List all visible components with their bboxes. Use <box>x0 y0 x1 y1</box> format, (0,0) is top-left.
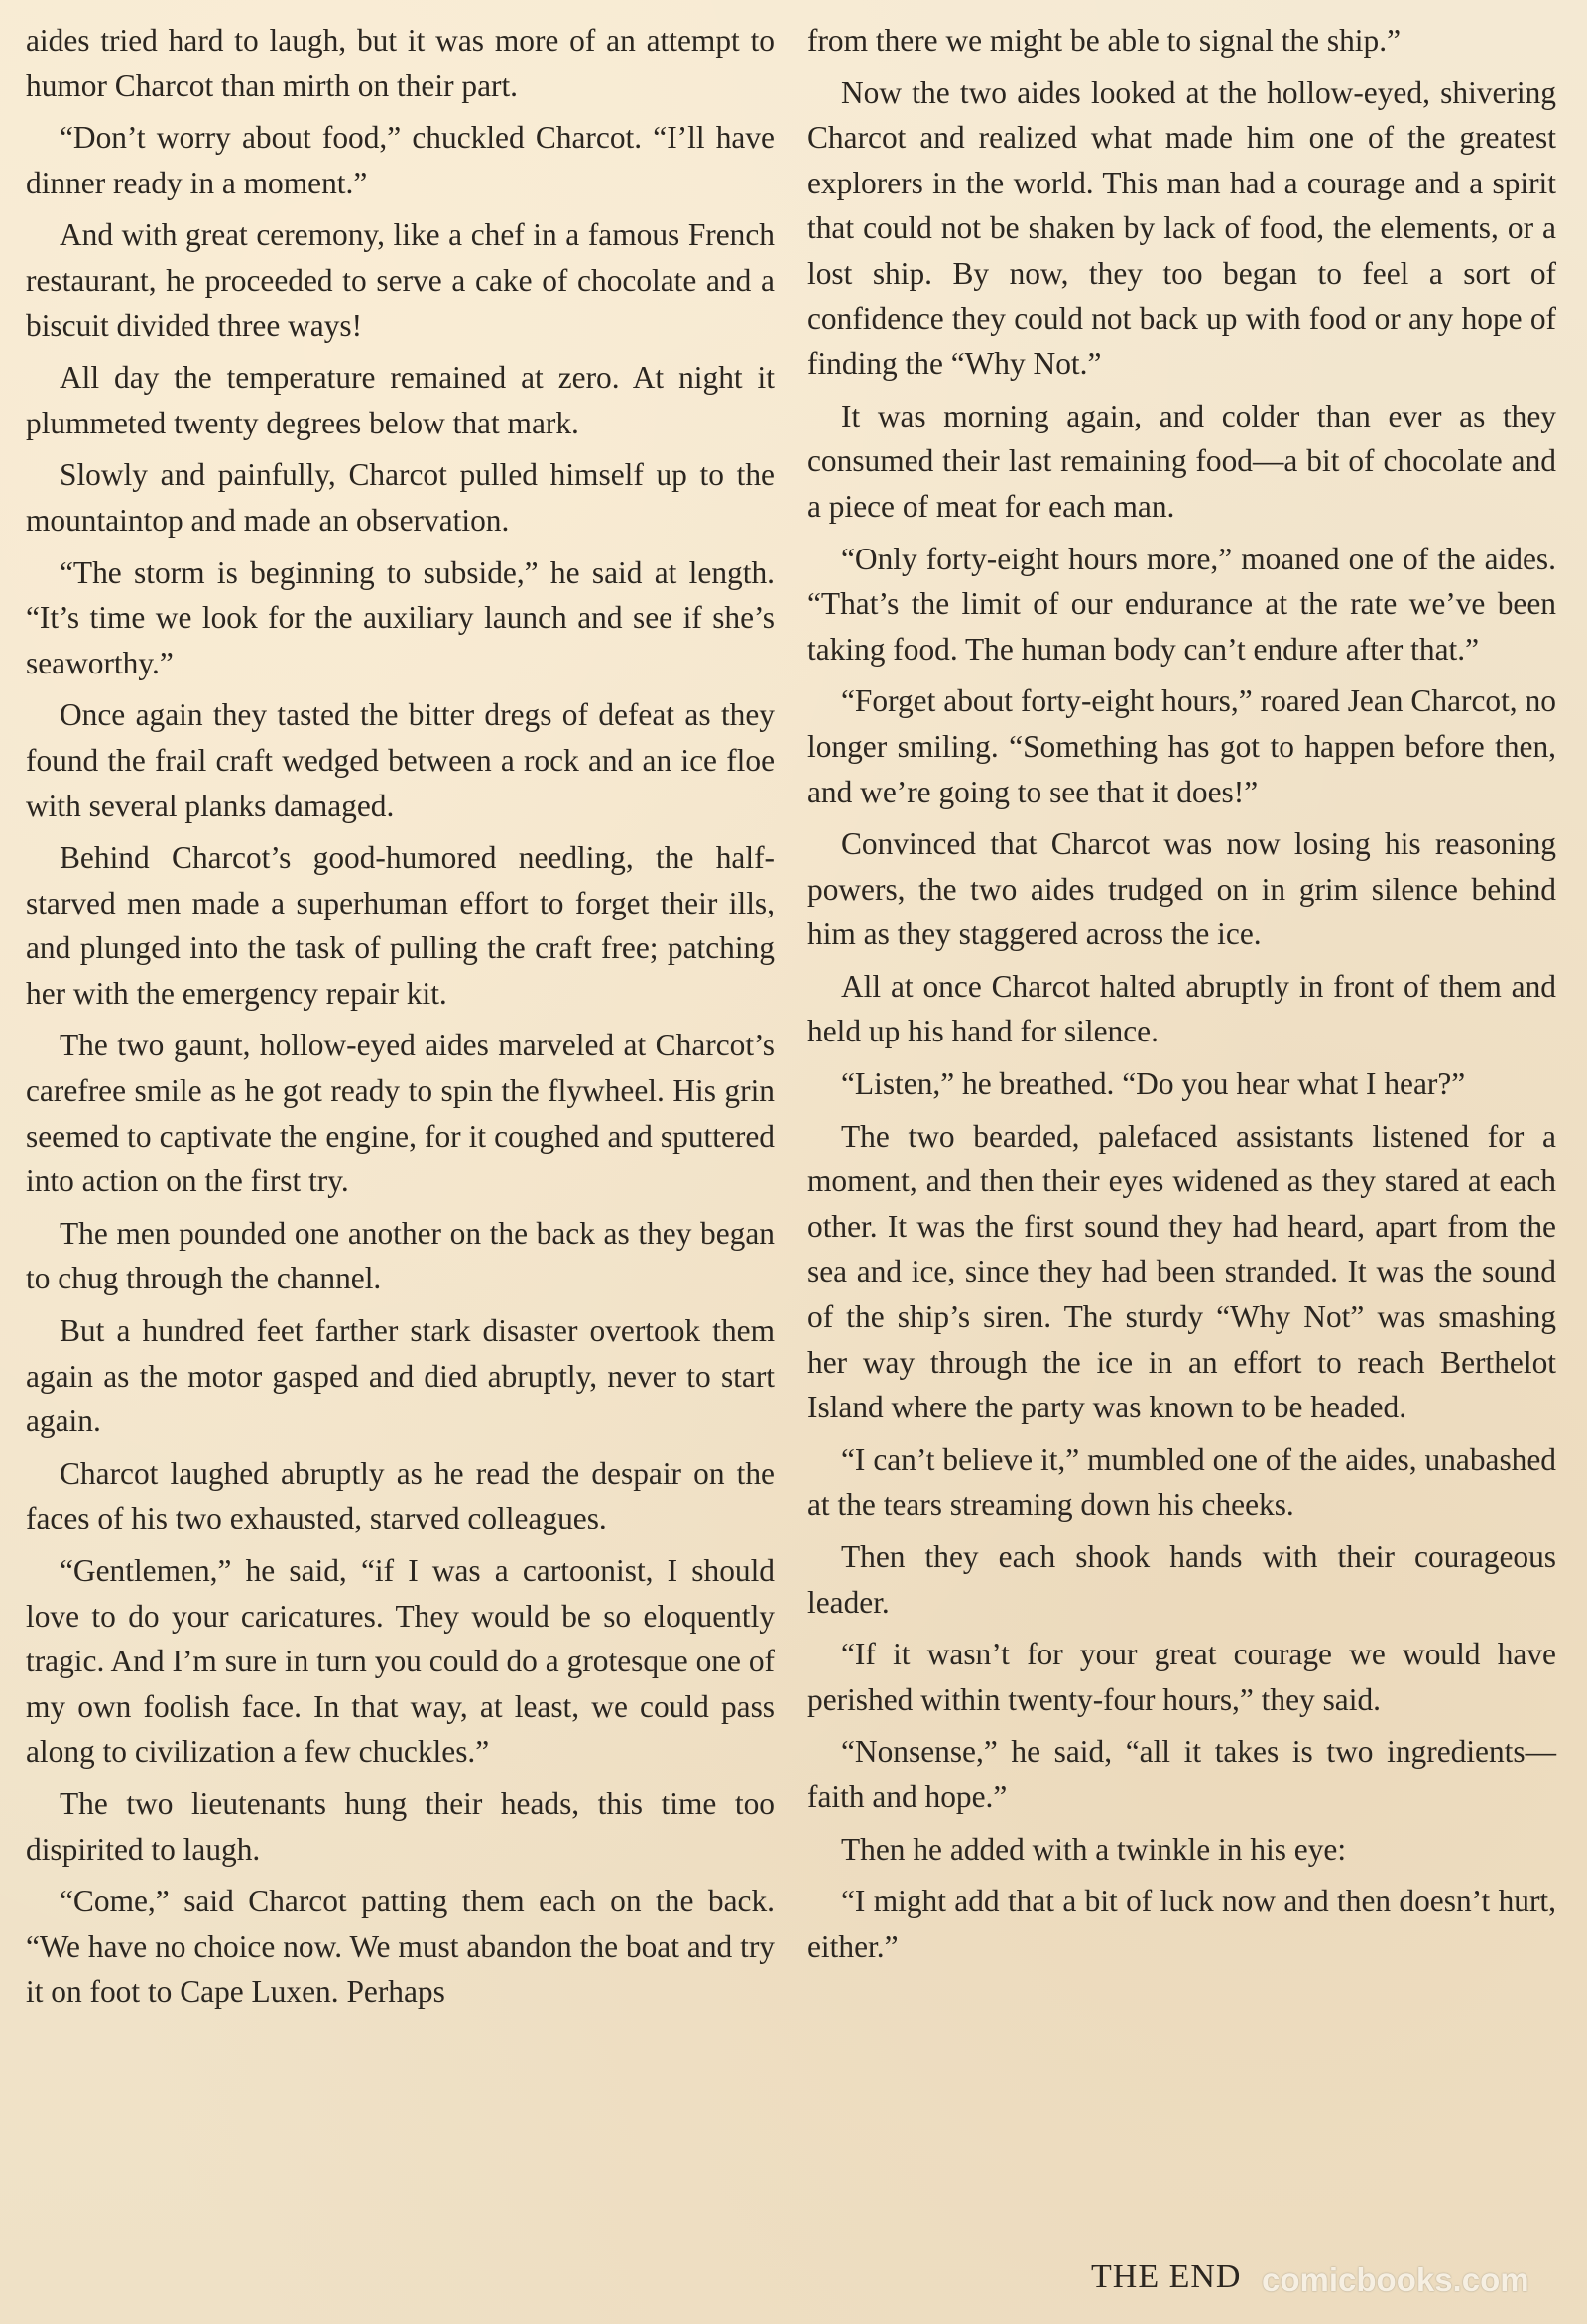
paragraph: aides tried hard to laugh, but it was more of an attempt to humor Charcot than mirth on their part. <box>26 23 775 103</box>
paragraph: Behind Charcot’s good-humored needling, the half-starved men made a superhuman effort to forget their ills, and plunged into the task of pulling the craft free; patching her with the emergency repair kit. <box>26 840 775 1011</box>
paragraph: Convinced that Charcot was now losing his reasoning powers, the two aides trudged on in grim silence behind him as they staggered across the ice. <box>807 826 1556 952</box>
paragraph: “Only forty-eight hours more,” moaned one of the aides. “That’s the limit of our endurance at the rate we’ve been taking food. The human body can’t endure after that.” <box>807 541 1556 667</box>
paragraph: “Come,” said Charcot patting them each on the back. “We have no choice now. We must abandon the boat and try it on foot to Cape Luxen. Perhaps <box>26 1884 775 2010</box>
paragraph: “I might add that a bit of luck now and then doesn’t hurt, either.” <box>807 1884 1556 1964</box>
paragraph: “Forget about forty-eight hours,” roared Jean Charcot, no longer smiling. “Something has got to happen before then, and we’re going to see that it does!” <box>807 683 1556 809</box>
paragraph: Charcot laughed abruptly as he read the despair on the faces of his two exhausted, starved colleagues. <box>26 1455 775 1536</box>
site-watermark: comicbooks.com <box>1262 2262 1529 2298</box>
left-text-column <box>26 18 775 2021</box>
paragraph: Then they each shook hands with their courageous leader. <box>807 1539 1556 1620</box>
paragraph: The two lieutenants hung their heads, this time too dispirited to laugh. <box>26 1785 775 1867</box>
paragraph: “Gentlemen,” he said, “if I was a cartoonist, I should love to do your caricatures. They would be so eloquently tragic. And I’m sure in turn you could do a grotesque one of my own foolish face. In that way, at least, we could pass along to civilization a few chuckles.” <box>26 1553 775 1770</box>
paragraph: All at once Charcot halted abruptly in front of them and held up his hand for silence. <box>807 968 1556 1049</box>
paragraph: “The storm is beginning to subside,” he said at length. “It’s time we look for the auxiliary launch and see if she’s seaworthy.” <box>26 554 775 680</box>
paragraph: “If it wasn’t for your great courage we would have perished within twenty-four hours,” they said. <box>807 1637 1556 1717</box>
paragraph: And with great ceremony, like a chef in a famous French restaurant, he proceeded to serve a cake of chocolate and a biscuit divided three ways! <box>26 217 775 343</box>
paragraph: Then he added with a twinkle in his eye: <box>841 1831 1347 1867</box>
paragraph: “Don’t worry about food,” chuckled Charcot. “I’ll have dinner ready in a moment.” <box>26 120 775 200</box>
the-end-label: THE END <box>1091 2259 1242 2295</box>
paragraph: But a hundred feet farther stark disaster overtook them again as the motor gasped and died abruptly, never to start again. <box>26 1313 775 1439</box>
paragraph: Slowly and painfully, Charcot pulled himself up to the mountaintop and made an observation. <box>26 457 775 538</box>
paragraph: It was morning again, and colder than ever as they consumed their last remaining food—a bit of chocolate and a piece of meat for each man. <box>807 398 1556 524</box>
paragraph: from there we might be able to signal the ship.” <box>807 23 1402 58</box>
paragraph: The men pounded one another on the back as they began to chug through the channel. <box>26 1215 775 1296</box>
paragraph: The two bearded, palefaced assistants listened for a moment, and then their eyes widened as they stared at each other. It was the first sound they had heard, apart from the sea and ice, since they had been stranded. It was the sound of the ship’s siren. The sturdy “Why Not” was smashing her way through the ice in an effort to reach Berthelot Island where the party was known to be headed. <box>807 1118 1556 1425</box>
paragraph: All day the temperature remained at zero. At night it plummeted twenty degrees below that mark. <box>26 360 775 440</box>
right-text-column <box>807 18 1556 1976</box>
paragraph: “I can’t believe it,” mumbled one of the aides, unabashed at the tears streaming down his cheeks. <box>807 1441 1556 1523</box>
paragraph: Once again they tasted the bitter dregs of defeat as they found the frail craft wedged between a rock and an ice floe with several planks damaged. <box>26 697 775 823</box>
paragraph: Now the two aides looked at the hollow-eyed, shivering Charcot and realized what made him one of the greatest explorers in the world. This man had a courage and a spirit that could not be shaken by lack of food, the elements, or a lost ship. By now, they too began to feel a sort of confidence they could not back up with food or any hope of finding the “Why Not.” <box>807 74 1556 382</box>
paragraph: The two gaunt, hollow-eyed aides marveled at Charcot’s carefree smile as he got ready to spin the flywheel. His grin seemed to captivate the engine, for it coughed and sputtered into action on the first try. <box>26 1028 775 1199</box>
paragraph: “Nonsense,” he said, “all it takes is two ingredients—faith and hope.” <box>807 1734 1556 1814</box>
paragraph: “Listen,” he breathed. “Do you hear what I hear?” <box>841 1066 1466 1102</box>
